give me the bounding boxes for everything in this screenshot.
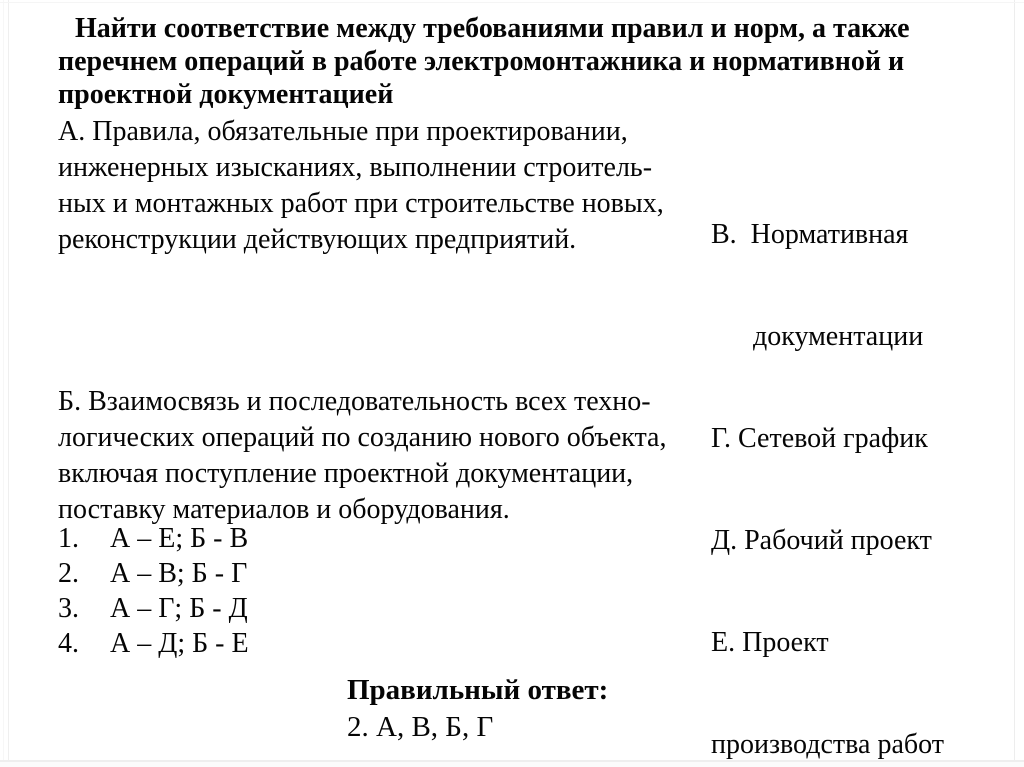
slide-border-left-outer bbox=[3, 0, 4, 767]
answer-choice-3 bbox=[58, 591, 249, 626]
choice-number: 4. bbox=[58, 628, 79, 659]
item-b-line: включая поступление проектной документации, bbox=[58, 458, 634, 489]
documentation-options-list bbox=[711, 150, 944, 767]
doc-option-line: Г. Сетевой график bbox=[711, 423, 928, 454]
question-title-line: перечнем операций в работе электромонтажника и нормативной и bbox=[58, 46, 905, 77]
item-b-description bbox=[58, 384, 738, 528]
choice-text: А – Д; Б - Е bbox=[110, 628, 249, 659]
doc-option-line: В. Нормативная bbox=[711, 219, 909, 250]
item-a-line: инженерных изысканиях, выполнении строитель- bbox=[58, 152, 653, 183]
doc-option-line: Е. Проект bbox=[711, 627, 829, 658]
answer-choice-1 bbox=[58, 521, 249, 556]
question-title bbox=[58, 12, 988, 111]
choice-number: 1. bbox=[58, 523, 79, 554]
choice-number: 3. bbox=[58, 593, 79, 624]
item-a-line: реконструкции действующих предприятий. bbox=[58, 224, 577, 255]
answer-choices-list bbox=[58, 521, 249, 661]
correct-answer-value: 2. А, В, Б, Г bbox=[347, 711, 494, 743]
slide-border-top bbox=[0, 2, 1024, 3]
choice-text: А – В; Б - Г bbox=[110, 558, 248, 589]
choice-text: А – Г; Б - Д bbox=[110, 593, 248, 624]
slide-border-right bbox=[1014, 0, 1015, 767]
item-a-description bbox=[58, 114, 718, 258]
question-title-line: Найти соответствие между требованиями правил и норм, а также bbox=[75, 13, 910, 44]
item-b-line: Б. Взаимосвязь и последовательность всех техно- bbox=[58, 386, 651, 417]
doc-option-line: Д. Рабочий проект bbox=[711, 525, 932, 556]
item-b-line: логических операций по созданию нового объекта, bbox=[58, 422, 667, 453]
doc-option-line: производства работ bbox=[711, 729, 944, 760]
doc-option-line: документации bbox=[711, 321, 924, 352]
item-a-line: А. Правила, обязательные при проектировании, bbox=[58, 116, 628, 147]
answer-choice-2 bbox=[58, 556, 249, 591]
correct-answer-heading: Правильный ответ: bbox=[347, 674, 609, 706]
slide-border-left bbox=[8, 0, 9, 767]
item-a-line: ных и монтажных работ при строительстве новых, bbox=[58, 188, 664, 219]
question-title-line: проектной документацией bbox=[58, 79, 394, 110]
item-b-line: поставку материалов и оборудования. bbox=[58, 494, 510, 525]
choice-text: А – Е; Б - В bbox=[110, 523, 249, 554]
choice-number: 2. bbox=[58, 558, 79, 589]
answer-choice-4 bbox=[58, 626, 249, 661]
correct-answer-block bbox=[347, 672, 608, 746]
